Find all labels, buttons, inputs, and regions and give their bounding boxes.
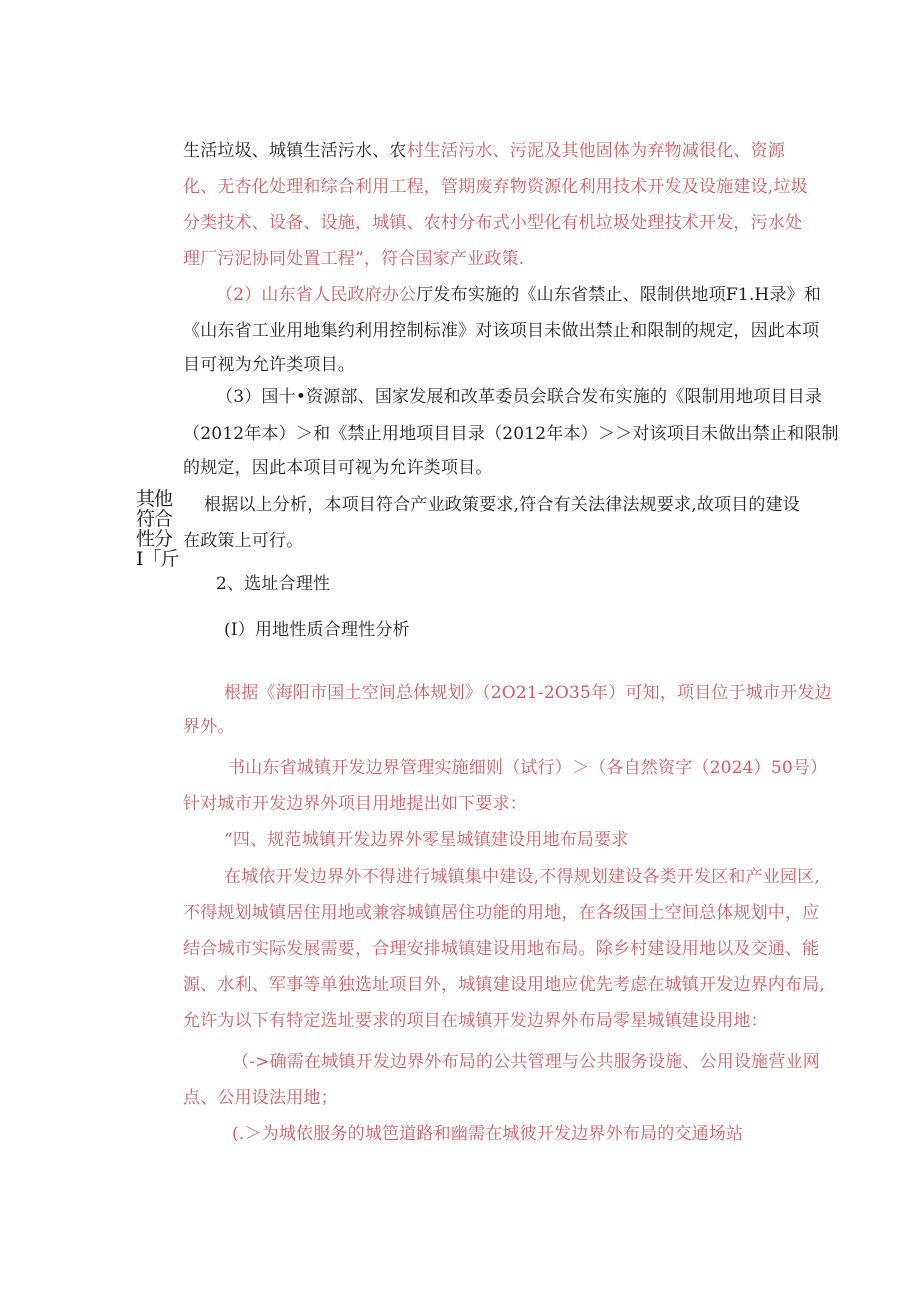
side-label: 符合 <box>136 508 173 530</box>
text-line: 根据以上分析，本项目符合产业政策要求,符合有关法律法规要求,故项目的建设 <box>204 495 801 515</box>
side-label: I「斤 <box>136 548 179 570</box>
text-line: 源、水利、军事等单独选址项目外，城镇建设用地应优先考虑在城镇开发边界内布局, <box>183 975 826 995</box>
text-line: 根据《海阳市国土空间总体规划》（2O21-2O35年）可知，项目位于城市开发边 <box>224 683 832 703</box>
text-line: 结合城市实际发展需要，合理安排城镇建设用地布局。除乡村建设用地以及交通、能 <box>183 939 820 959</box>
side-label: 其他 <box>136 488 173 510</box>
text-span: 村生活污水、污泥及其他固体为弃物减很化、资源 <box>406 141 786 161</box>
text-line: 针对城市开发边界外项目用地提出如下要求： <box>183 794 527 814</box>
text-line: （2012年本）＞和《禁止用地项目目录（2012年本）＞＞对该项目未做出禁止和限制 <box>183 424 839 444</box>
text-span: 厅发布实施的《山东省禁止、限制供地项F1.H录》和 <box>416 285 822 305</box>
text-line: 分类技术、设备、设施，城镇、农村分布式小型化有机垃圾处理技术开发，污水处 <box>183 213 803 233</box>
text-line: 《山东省工业用地集约利用控制标准》对该项目未做出禁止和限制的规定，因此本项 <box>183 321 820 341</box>
text-span: 生活垃圾、城镇生活污水、农 <box>183 141 407 161</box>
text-line: （->确需在城镇开发边界外布局的公共管理与公共服务设施、公用设施营业网 <box>232 1052 820 1072</box>
text-line: (.＞为城依服务的城笆道路和幽需在城彼开发边界外布局的交通场站 <box>232 1124 744 1144</box>
text-line: 目可视为允许类项目。 <box>183 355 355 375</box>
text-line: 在城依开发边界外不得进行城镇集中建设,不得规划建设各类开发区和产业园区, <box>224 867 821 887</box>
text-line: “四、规范城镇开发边界外零星城镇建设用地布局要求 <box>224 830 629 850</box>
text-line: 不得规划城镇居住用地或兼容城镇居住功能的用地，在各级国土空间总体规划中，应 <box>183 903 820 923</box>
text-line <box>183 140 785 162</box>
text-line: 书山东省城镇开发边界管理实施细则（试行）＞（各自然资字（2024）50号） <box>228 758 828 778</box>
text-line: 化、无杏化处理和综合利用工程，管期废弃物资源化利用技术开发及设施建设,垃圾 <box>183 177 808 197</box>
side-label: 性分 <box>136 528 173 550</box>
text-line: 在政策上可行。 <box>183 531 304 551</box>
text-line: 界外。 <box>183 717 235 737</box>
text-line <box>216 284 821 306</box>
text-line: 点、公用设法用地； <box>183 1088 338 1108</box>
section-heading: 2、选址合理性 <box>216 574 331 594</box>
text-line: 允许为以下有特定选址要求的项目在城镇开发边界外布局零星城镇建设用地： <box>183 1011 768 1031</box>
text-line: 的规定，因此本项目可视为允许类项目。 <box>183 458 493 478</box>
text-span: （2）山东省人民政府办公 <box>216 285 417 305</box>
subsection-heading: (I）用地性质合理性分析 <box>224 620 410 640</box>
text-line: 理厂污泥协同处置工程”，符合国家产业政策. <box>183 249 525 269</box>
text-line: （3）国十•资源部、国家发展和改革委员会联合发布实施的《限制用地项目目录 <box>216 387 823 407</box>
